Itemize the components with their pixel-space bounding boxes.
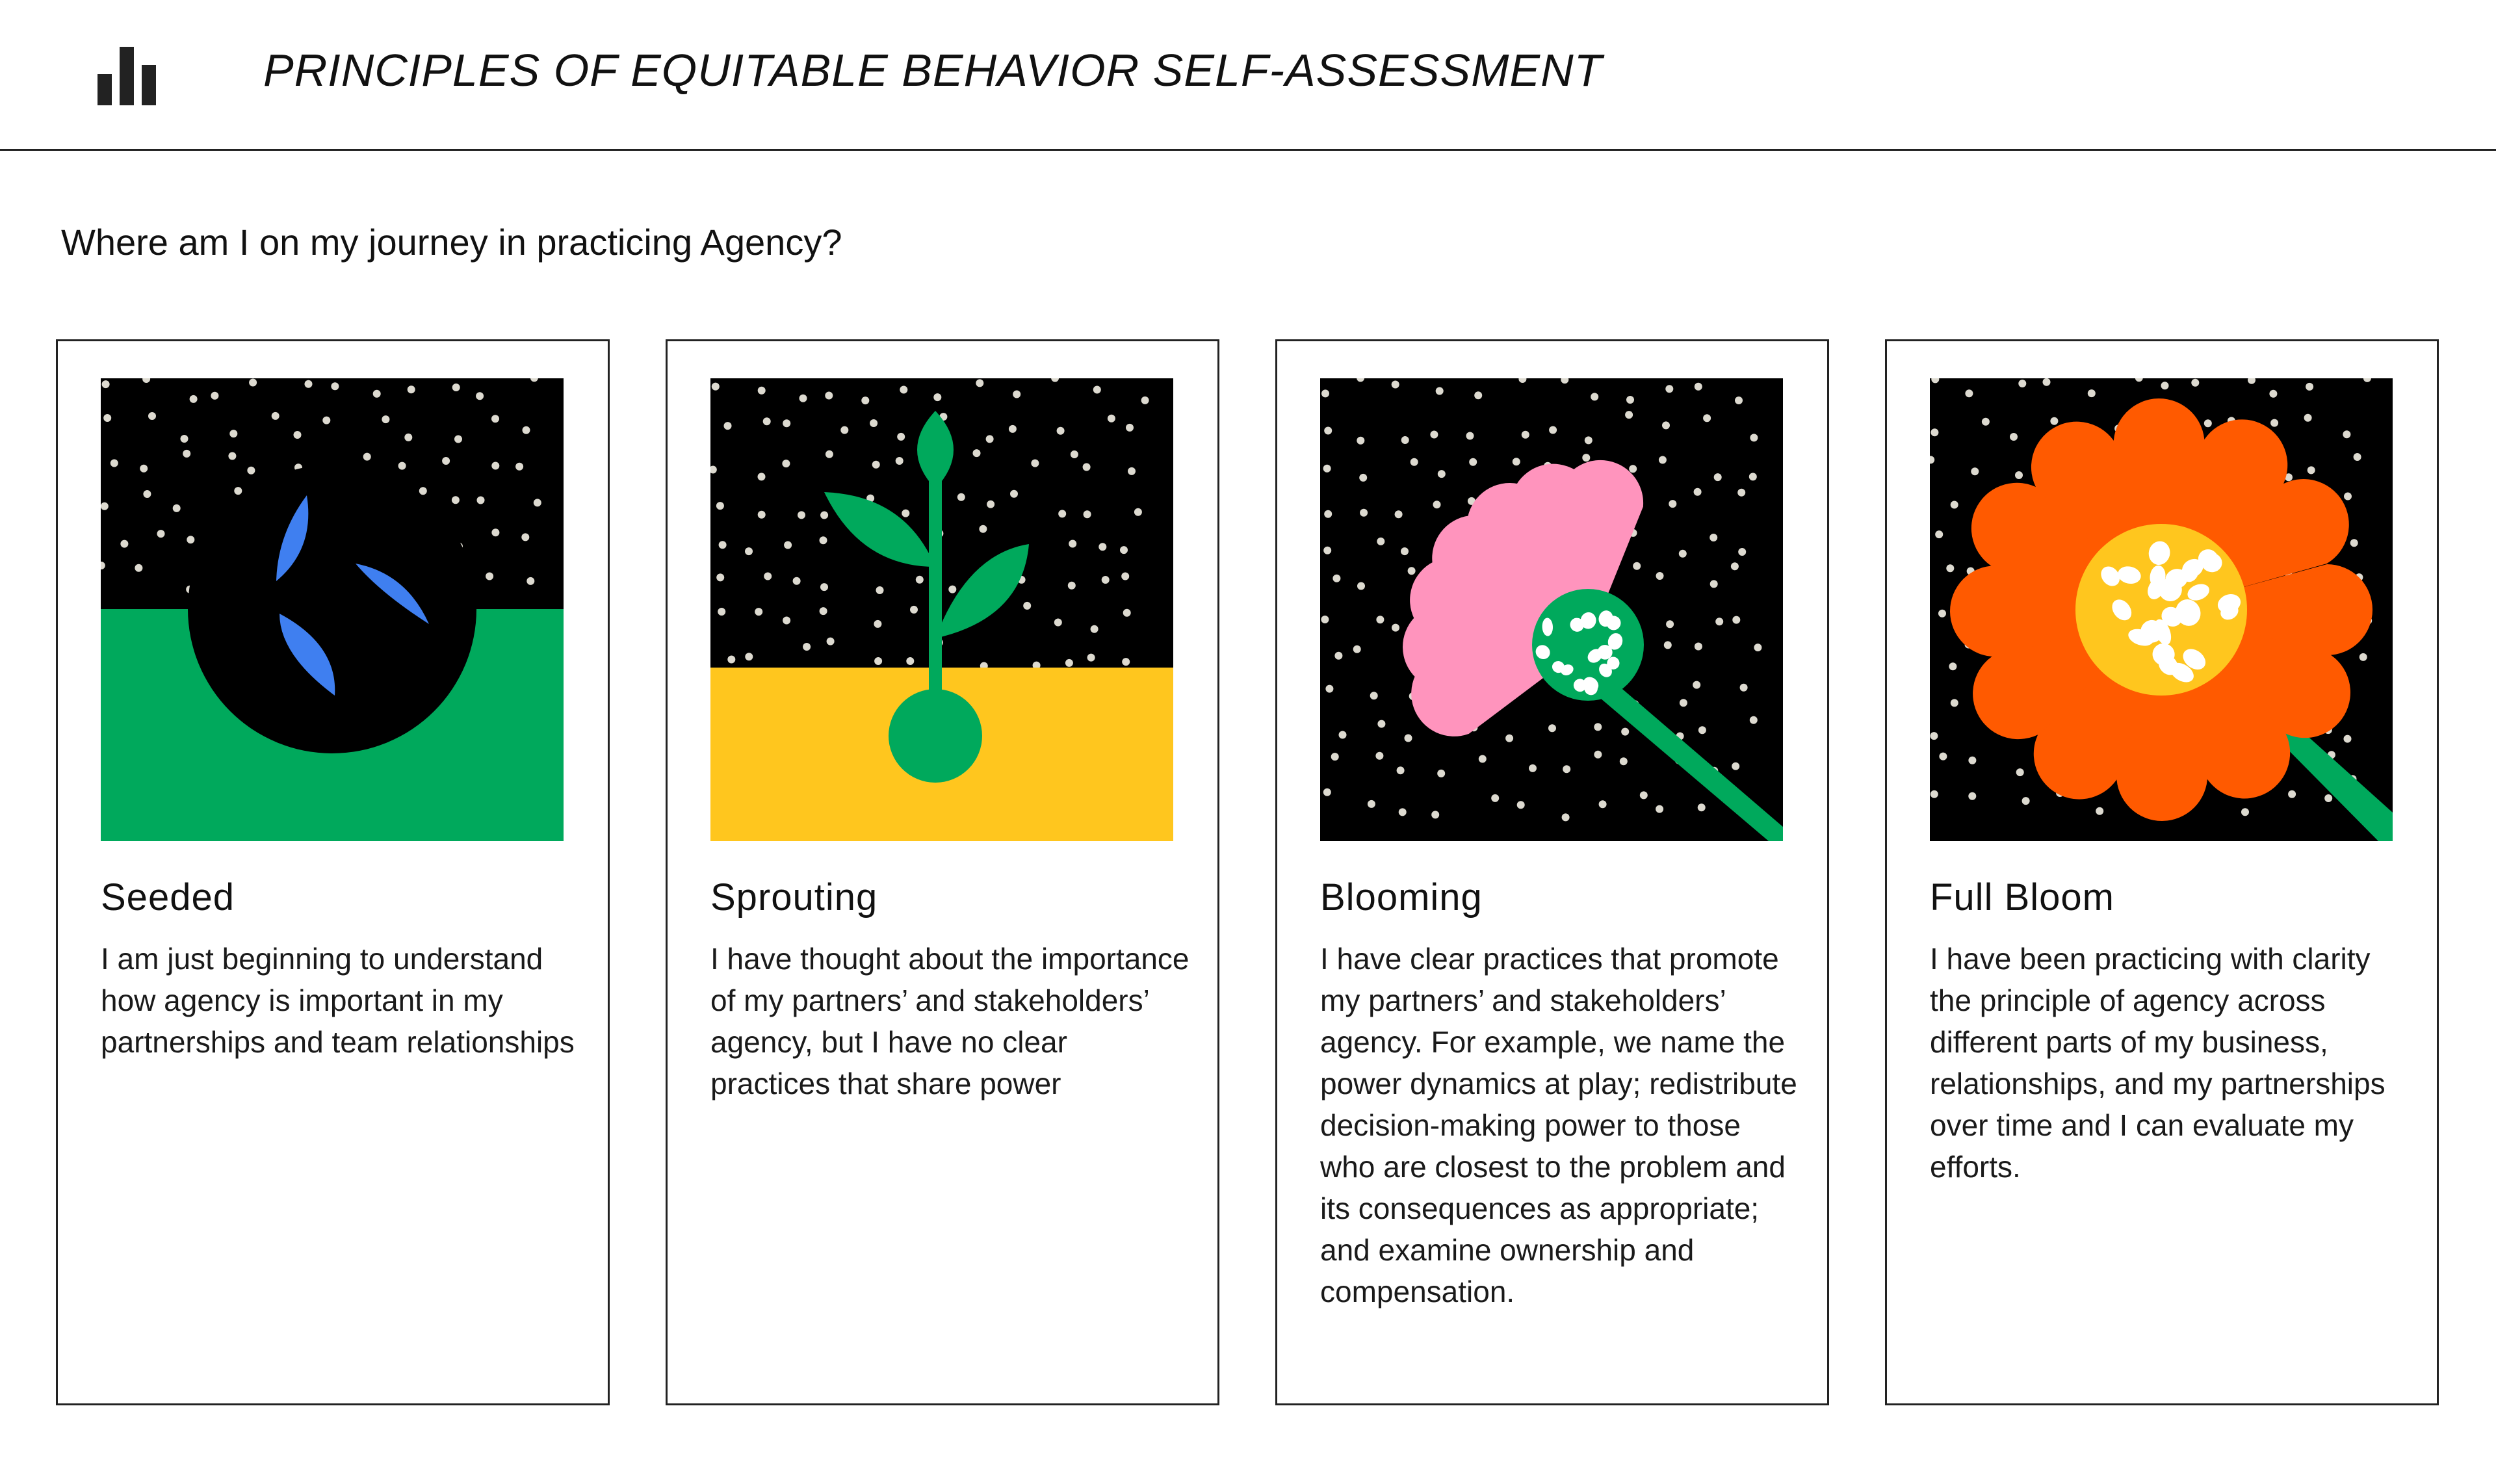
stage-title: Full Bloom [1930, 876, 2114, 918]
page-title: PRINCIPLES OF EQUITABLE BEHAVIOR SELF-ASSESSMENT [263, 45, 1603, 96]
bar-chart-icon [98, 47, 156, 105]
header [0, 0, 2496, 151]
seeds-icon [101, 378, 564, 841]
assessment-question: Where am I on my journey in practicing Agency? [61, 222, 842, 263]
stage-description: I am just beginning to understand how agency is important in my partnerships and team relationships [101, 942, 575, 1059]
stage-card-blooming[interactable] [1275, 339, 1829, 1405]
pink-flower-icon [1320, 378, 1783, 841]
stage-description: I have clear practices that promote my partners’ and stakeholders’ agency. For example, we name the power dynamics at play; redistribute decision-making power to those who are closest to the problem and its consequences as appropriate; and examine ownership and compensation. [1320, 942, 1797, 1308]
sprout-icon [710, 378, 1173, 841]
stage-description: I have been practicing with clarity the principle of agency across different parts of my business, relationships, and my partnerships over time and I can evaluate my efforts. [1930, 942, 2386, 1184]
stage-description: I have thought about the importance of my partners’ and stakeholders’ agency, but I have no clear practices that share power [710, 942, 1190, 1100]
stage-card-sprouting[interactable] [666, 339, 1219, 1405]
stage-title: Blooming [1320, 876, 1483, 918]
stage-card-full-bloom[interactable] [1885, 339, 2439, 1405]
stage-card-seeded[interactable] [56, 339, 610, 1405]
stage-title: Sprouting [710, 876, 878, 918]
stage-title: Seeded [101, 876, 235, 918]
orange-flower-icon [1930, 378, 2393, 841]
